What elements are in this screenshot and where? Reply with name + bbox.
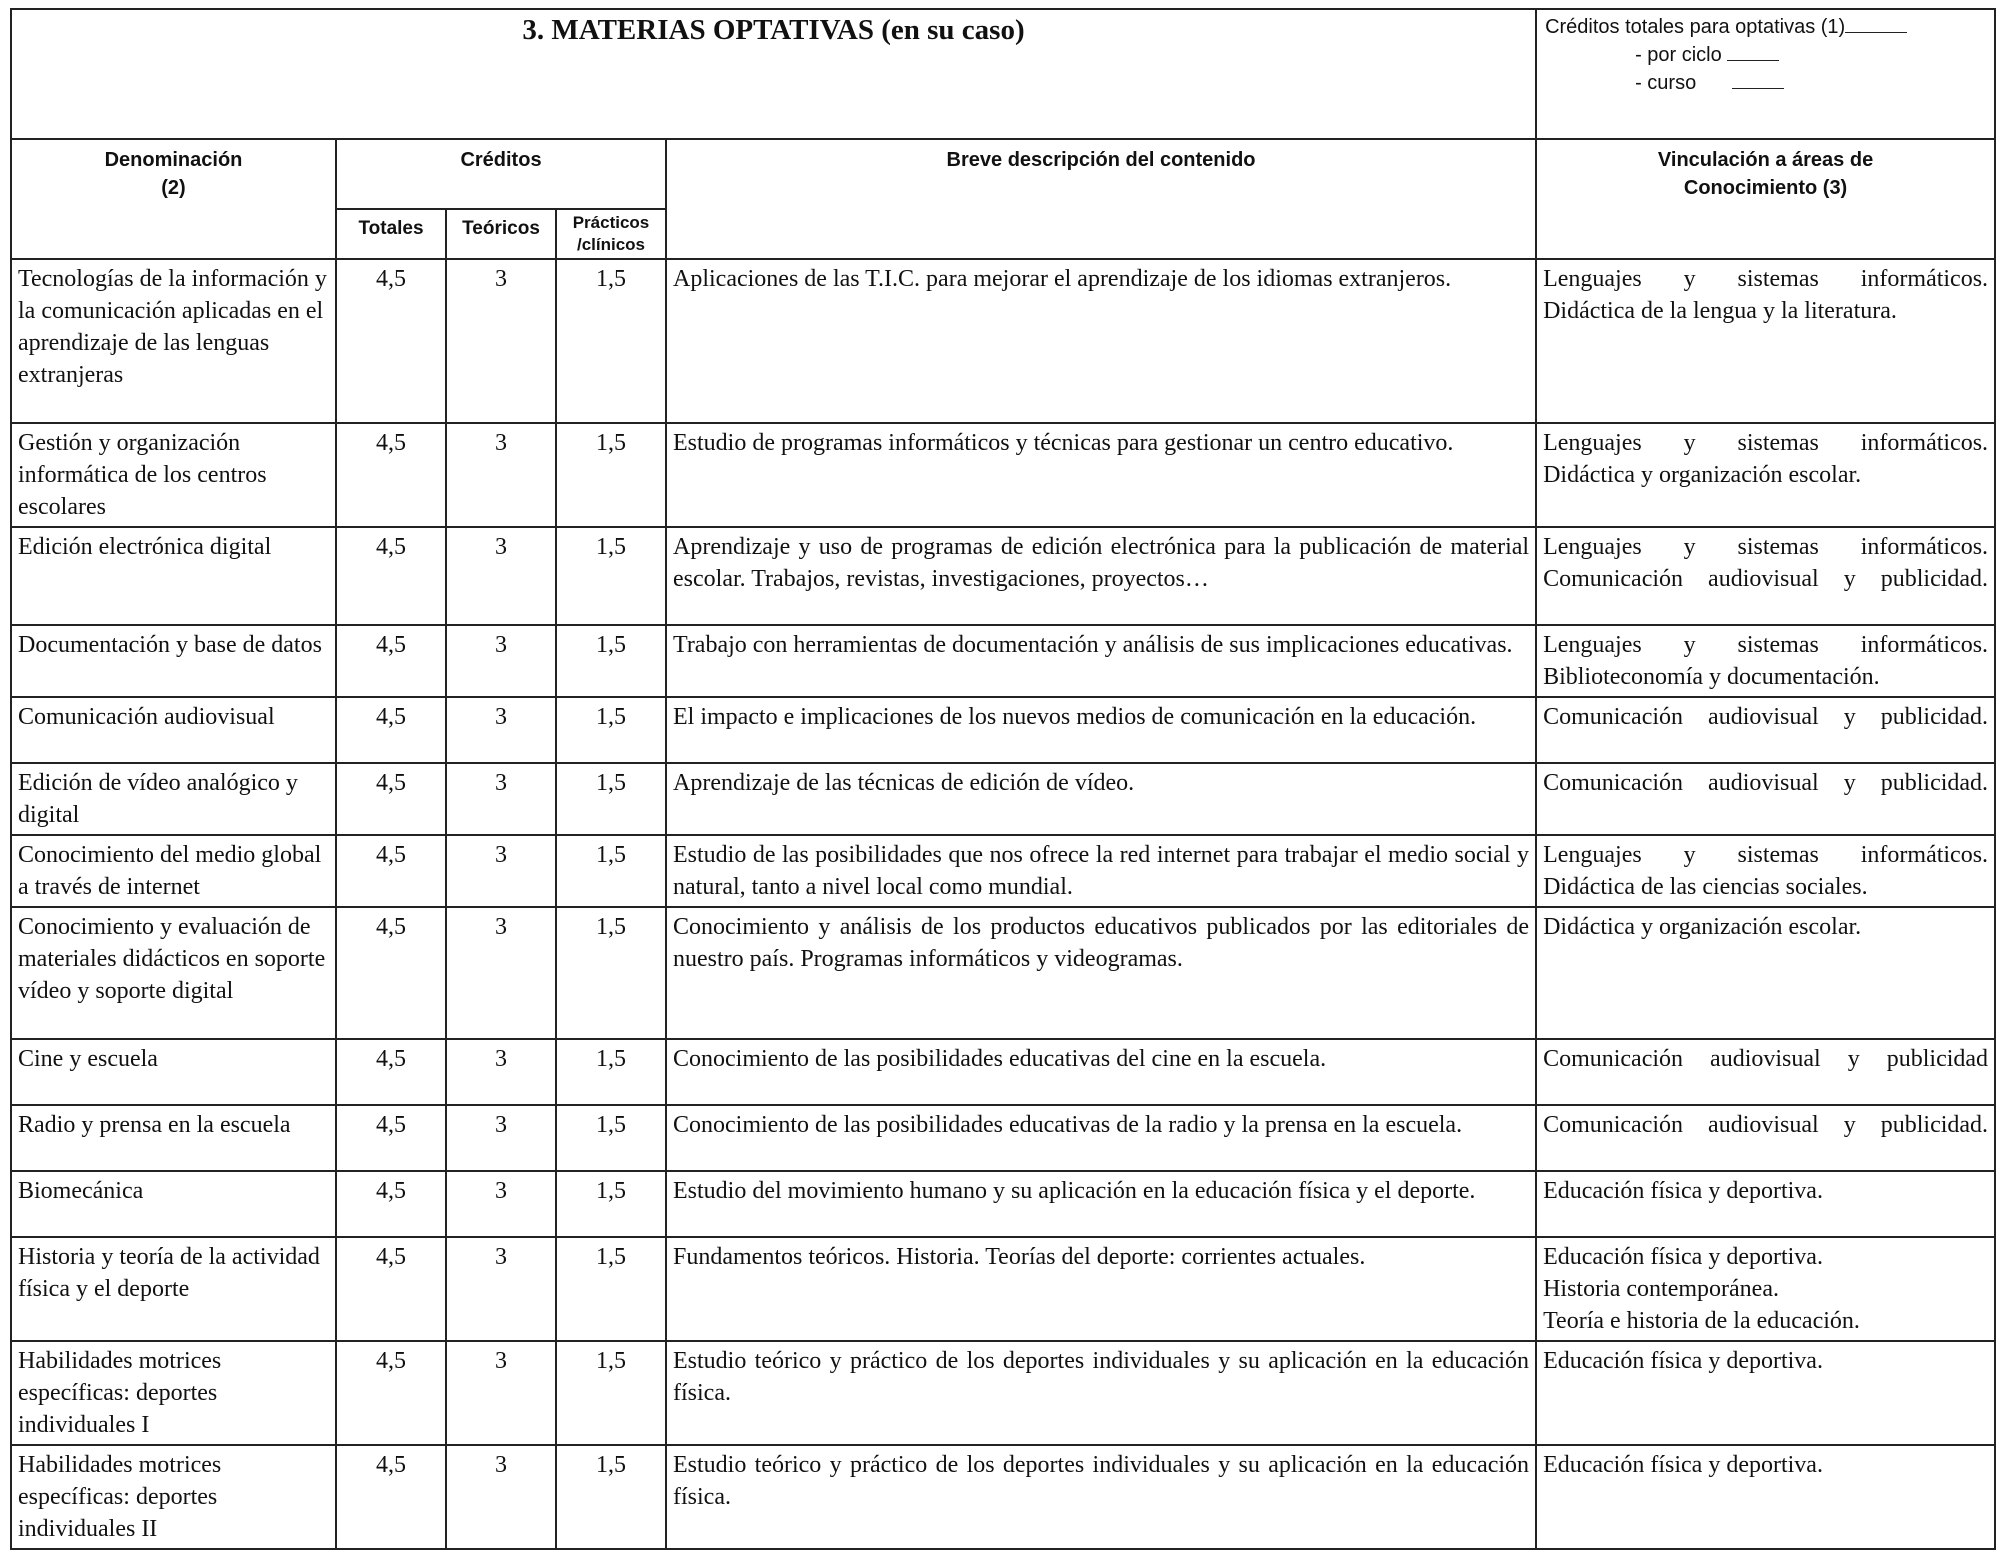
- table-row: [11, 423, 1995, 527]
- title-row: [11, 9, 1995, 139]
- knowledge-area: Teoría e historia de la educación.: [1543, 1308, 1860, 1334]
- knowledge-area: Didáctica de las ciencias sociales.: [1543, 874, 1868, 900]
- table-row: [11, 697, 1995, 763]
- credits-totales: 4,5: [336, 907, 446, 1039]
- subject-description: Estudio de programas informáticos y técnicas para gestionar un centro educativo.: [666, 423, 1536, 527]
- credits-teoricos: 3: [446, 423, 556, 527]
- subject-name: Habilidades motrices específicas: deportes individuales II: [11, 1445, 336, 1549]
- credits-box: [1536, 9, 1995, 139]
- knowledge-areas: [1536, 835, 1995, 907]
- header-vinculacion: [1536, 139, 1995, 259]
- knowledge-area: Historia contemporánea.: [1543, 1276, 1779, 1302]
- knowledge-area: Didáctica y organización escolar.: [1543, 462, 1862, 488]
- table-row: [11, 1105, 1995, 1171]
- credits-totales: 4,5: [336, 1341, 446, 1445]
- credits-totales: 4,5: [336, 763, 446, 835]
- knowledge-area: Lenguajes y sistemas informáticos.: [1543, 842, 1989, 868]
- subject-description: Estudio teórico y práctico de los deportes individuales y su aplicación en la educación física.: [666, 1445, 1536, 1549]
- subject-name: Tecnologías de la información y la comunicación aplicadas en el aprendizaje de las lenguas extranjeras: [11, 259, 336, 423]
- knowledge-areas: [1536, 527, 1995, 625]
- subject-name: Documentación y base de datos: [11, 625, 336, 697]
- credits-practicos: 1,5: [556, 1341, 666, 1445]
- credits-ciclo-blank: [1727, 42, 1779, 61]
- table-row: [11, 835, 1995, 907]
- table-row: [11, 1341, 1995, 1445]
- subject-description: Conocimiento y análisis de los productos educativos publicados por las editoriales de nuestro país. Programas informáticos y videogramas.: [666, 907, 1536, 1039]
- header-practicos-line2: /clínicos: [576, 235, 646, 254]
- header-practicos: [556, 209, 666, 259]
- credits-practicos: 1,5: [556, 763, 666, 835]
- credits-teoricos: 3: [446, 1039, 556, 1105]
- subject-description: Conocimiento de las posibilidades educativas del cine en la escuela.: [666, 1039, 1536, 1105]
- credits-practicos: 1,5: [556, 907, 666, 1039]
- knowledge-area: Lenguajes y sistemas informáticos.: [1543, 266, 1989, 292]
- credits-practicos: 1,5: [556, 1105, 666, 1171]
- subject-description: Aprendizaje y uso de programas de edición electrónica para la publicación de material escolar. Trabajos, revistas, investigaciones, proyectos…: [666, 527, 1536, 625]
- optativas-document: [10, 8, 1994, 1550]
- header-vinculacion-line2: Conocimiento (3): [1683, 177, 1848, 199]
- knowledge-areas: [1536, 1445, 1995, 1549]
- table-row: [11, 259, 1995, 423]
- knowledge-areas: [1536, 1039, 1995, 1105]
- header-row-1: [11, 139, 1995, 209]
- table-row: [11, 1237, 1995, 1341]
- knowledge-area: Comunicación audiovisual y publicidad: [1543, 1046, 1989, 1072]
- subject-name: Cine y escuela: [11, 1039, 336, 1105]
- table-row: [11, 907, 1995, 1039]
- credits-teoricos: 3: [446, 1341, 556, 1445]
- knowledge-areas: [1536, 907, 1995, 1039]
- subject-description: Aplicaciones de las T.I.C. para mejorar el aprendizaje de los idiomas extranjeros.: [666, 259, 1536, 423]
- table-row: [11, 625, 1995, 697]
- subject-name: Edición electrónica digital: [11, 527, 336, 625]
- table-row: [11, 1171, 1995, 1237]
- knowledge-area: Comunicación audiovisual y publicidad.: [1543, 770, 1989, 796]
- knowledge-area: Lenguajes y sistemas informáticos.: [1543, 430, 1989, 456]
- credits-totales: 4,5: [336, 835, 446, 907]
- subject-name: Habilidades motrices específicas: deportes individuales I: [11, 1341, 336, 1445]
- knowledge-areas: [1536, 1105, 1995, 1171]
- credits-totales: 4,5: [336, 423, 446, 527]
- subject-description: El impacto e implicaciones de los nuevos medios de comunicación en la educación.: [666, 697, 1536, 763]
- table-row: [11, 1445, 1995, 1549]
- knowledge-area: Comunicación audiovisual y publicidad.: [1543, 1112, 1989, 1138]
- subject-description: Conocimiento de las posibilidades educativas de la radio y la prensa en la escuela.: [666, 1105, 1536, 1171]
- knowledge-area: Educación física y deportiva.: [1543, 1178, 1823, 1204]
- credits-totales: 4,5: [336, 697, 446, 763]
- knowledge-area: Educación física y deportiva.: [1543, 1452, 1823, 1478]
- knowledge-area: Biblioteconomía y documentación.: [1543, 664, 1880, 690]
- credits-totales: 4,5: [336, 1039, 446, 1105]
- knowledge-area: Comunicación audiovisual y publicidad.: [1543, 704, 1989, 730]
- subject-description: Estudio teórico y práctico de los deportes individuales y su aplicación en la educación física.: [666, 1341, 1536, 1445]
- credits-practicos: 1,5: [556, 259, 666, 423]
- knowledge-areas: [1536, 1237, 1995, 1341]
- credits-teoricos: 3: [446, 625, 556, 697]
- credits-practicos: 1,5: [556, 1039, 666, 1105]
- credits-teoricos: 3: [446, 1237, 556, 1341]
- credits-teoricos: 3: [446, 1171, 556, 1237]
- subject-name: Conocimiento y evaluación de materiales didácticos en soporte vídeo y soporte digital: [11, 907, 336, 1039]
- header-denominacion: [11, 139, 336, 259]
- credits-totales: 4,5: [336, 527, 446, 625]
- knowledge-areas: [1536, 259, 1995, 423]
- knowledge-area: Didáctica y organización escolar.: [1543, 914, 1862, 940]
- knowledge-areas: [1536, 1341, 1995, 1445]
- credits-practicos: 1,5: [556, 1237, 666, 1341]
- credits-total-label: Créditos totales para optativas (1): [1545, 16, 1846, 38]
- table-row: [11, 763, 1995, 835]
- knowledge-area: Lenguajes y sistemas informáticos.: [1543, 534, 1989, 560]
- header-teoricos: Teóricos: [446, 209, 556, 259]
- header-denominacion-note: (2): [161, 177, 186, 199]
- credits-teoricos: 3: [446, 1445, 556, 1549]
- credits-totales: 4,5: [336, 259, 446, 423]
- knowledge-areas: [1536, 625, 1995, 697]
- credits-totales: 4,5: [336, 1171, 446, 1237]
- credits-practicos: 1,5: [556, 1445, 666, 1549]
- header-practicos-line1: Prácticos: [572, 213, 650, 232]
- subject-name: Radio y prensa en la escuela: [11, 1105, 336, 1171]
- credits-teoricos: 3: [446, 259, 556, 423]
- subject-name: Conocimiento del medio global a través de internet: [11, 835, 336, 907]
- subject-description: Aprendizaje de las técnicas de edición de vídeo.: [666, 763, 1536, 835]
- credits-practicos: 1,5: [556, 835, 666, 907]
- credits-total-blank: [1845, 14, 1907, 33]
- knowledge-area: Educación física y deportiva.: [1543, 1244, 1823, 1270]
- table-row: [11, 1039, 1995, 1105]
- credits-teoricos: 3: [446, 697, 556, 763]
- header-denominacion-label: Denominación: [104, 149, 243, 171]
- section-title: 3. MATERIAS OPTATIVAS (en su caso): [11, 9, 1536, 139]
- subject-description: Trabajo con herramientas de documentación y análisis de sus implicaciones educativas.: [666, 625, 1536, 697]
- subject-name: Historia y teoría de la actividad física y el deporte: [11, 1237, 336, 1341]
- knowledge-areas: [1536, 763, 1995, 835]
- knowledge-area: Didáctica de la lengua y la literatura.: [1543, 298, 1897, 324]
- header-totales: Totales: [336, 209, 446, 259]
- credits-totales: 4,5: [336, 1237, 446, 1341]
- credits-practicos: 1,5: [556, 423, 666, 527]
- credits-practicos: 1,5: [556, 527, 666, 625]
- subject-description: Estudio de las posibilidades que nos ofrece la red internet para trabajar el medio social y natural, tanto a nivel local como mundial.: [666, 835, 1536, 907]
- header-descripcion: Breve descripción del contenido: [666, 139, 1536, 259]
- subject-name: Biomecánica: [11, 1171, 336, 1237]
- subject-description: Fundamentos teóricos. Historia. Teorías del deporte: corrientes actuales.: [666, 1237, 1536, 1341]
- knowledge-areas: [1536, 423, 1995, 527]
- credits-totales: 4,5: [336, 1105, 446, 1171]
- credits-totales: 4,5: [336, 1445, 446, 1549]
- table-row: [11, 527, 1995, 625]
- knowledge-area: Educación física y deportiva.: [1543, 1348, 1823, 1374]
- subject-name: Comunicación audiovisual: [11, 697, 336, 763]
- credits-ciclo-label: - por ciclo: [1635, 44, 1722, 66]
- credits-teoricos: 3: [446, 763, 556, 835]
- header-creditos: Créditos: [336, 139, 666, 209]
- credits-teoricos: 3: [446, 527, 556, 625]
- credits-curso-blank: [1732, 70, 1784, 89]
- knowledge-areas: [1536, 1171, 1995, 1237]
- knowledge-areas: [1536, 697, 1995, 763]
- knowledge-area: Comunicación audiovisual y publicidad.: [1543, 566, 1989, 592]
- credits-curso-label: - curso: [1635, 72, 1697, 94]
- credits-practicos: 1,5: [556, 625, 666, 697]
- subject-description: Estudio del movimiento humano y su aplicación en la educación física y el deporte.: [666, 1171, 1536, 1237]
- credits-practicos: 1,5: [556, 697, 666, 763]
- optativas-table: [10, 8, 1996, 1550]
- credits-teoricos: 3: [446, 835, 556, 907]
- subject-name: Gestión y organización informática de los centros escolares: [11, 423, 336, 527]
- credits-teoricos: 3: [446, 1105, 556, 1171]
- subject-name: Edición de vídeo analógico y digital: [11, 763, 336, 835]
- credits-totales: 4,5: [336, 625, 446, 697]
- credits-practicos: 1,5: [556, 1171, 666, 1237]
- header-vinculacion-line1: Vinculación a áreas de: [1657, 149, 1874, 171]
- knowledge-area: Lenguajes y sistemas informáticos.: [1543, 632, 1989, 658]
- credits-teoricos: 3: [446, 907, 556, 1039]
